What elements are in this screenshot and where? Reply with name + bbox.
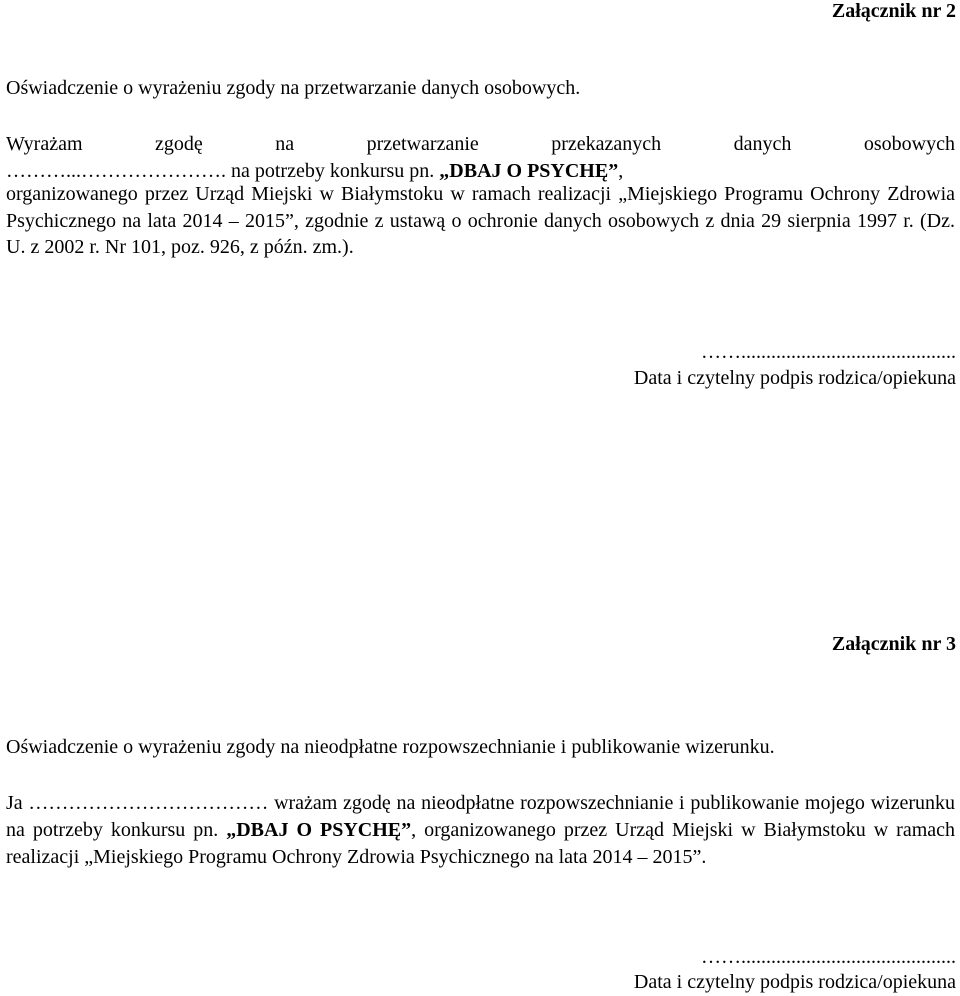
annex3-title: Oświadczenie o wyrażeniu zgody na nieodpłatne rozpowszechnianie i publikowanie wizerunku. <box>6 736 775 758</box>
annex3-body-start: Ja ……………………………… wrażam zgodę na nieodpłatne rozpowszechnianie i publikowanie mojego wizerunku na potrzeby konkursu pn. <box>6 792 955 841</box>
annex2-body-line1: Wyrażam zgodę na przetwarzanie przekazanych danych osobowych <box>6 133 955 155</box>
annex3-signature-label: Data i czytelny podpis rodzica/opiekuna <box>633 971 956 993</box>
annex2-signature-line[interactable]: ……........................................... <box>701 341 956 363</box>
annex2-signature-label: Data i czytelny podpis rodzica/opiekuna <box>633 367 956 389</box>
annex3-heading: Załącznik nr 3 <box>831 633 956 655</box>
annex2-name-field[interactable]: ………...…………………. <box>6 160 226 182</box>
annex2-body-rest: organizowanego przez Urząd Miejski w Białymstoku w ramach realizacji „Miejskiego Programu Ochrony Zdrowia Psychicznego na lata 2014 – 2015”, zgodnie z ustawą o ochronie danych osobowych z dnia 29 sierpnia 1997 r. (Dz. U. z 2002 r. Nr 101, poz. 926, z późn. zm.). <box>6 183 955 259</box>
annex3-contest-name: „DBAJ O PSYCHĘ” <box>226 819 412 841</box>
annex2-comma: , <box>618 160 624 182</box>
annex3-body-end: , organizowanego przez Urząd Miejski w Białymstoku w ramach realizacji „Miejskiego Programu Ochrony Zdrowia Psychicznego na lata 2014 – 2015”. <box>6 819 956 868</box>
annex2-heading: Załącznik nr 2 <box>831 0 956 22</box>
annex3-signature-line[interactable]: ……........................................... <box>701 946 956 968</box>
annex3-body <box>6 790 955 871</box>
annex2-title: Oświadczenie o wyrażeniu zgody na przetwarzanie danych osobowych. <box>6 77 581 99</box>
annex2-contest-name: „DBAJ O PSYCHĘ” <box>439 160 619 182</box>
annex2-body-text: na potrzeby konkursu pn. <box>226 160 440 182</box>
